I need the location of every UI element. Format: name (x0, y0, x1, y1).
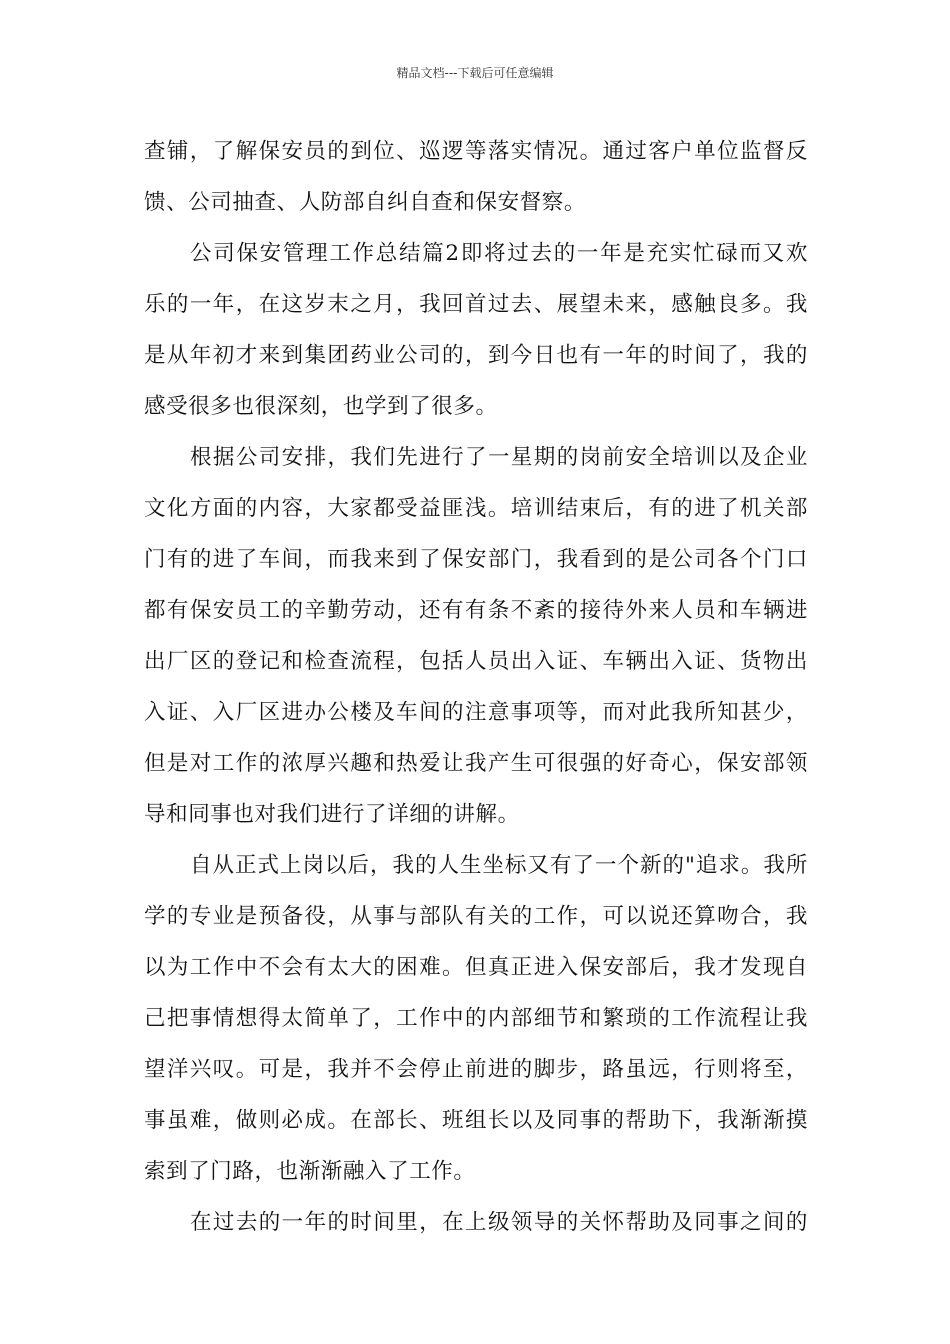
page-header: 精品文档---下载后可任意编辑 (396, 66, 554, 80)
text-line: 出厂区的登记和检查流程，包括人员出入证、车辆出入证、货物出 (144, 649, 808, 674)
text-line: 但是对工作的浓厚兴趣和热爱让我产生可很强的好奇心，保安部领 (144, 751, 808, 776)
document-body (144, 126, 808, 1248)
text-line: 己把事情想得太简单了，工作中的内部细节和繁琐的工作流程让我 (144, 1006, 808, 1031)
paragraph-1 (144, 126, 808, 228)
paragraph-2 (144, 228, 808, 432)
text-line: 是从年初才来到集团药业公司的，到今日也有一年的时间了，我的 (144, 343, 808, 368)
text-line: 自从正式上岗以后，我的人生坐标又有了一个新的"追求。我所 (190, 853, 808, 878)
paragraph-5 (144, 1197, 808, 1248)
text-line: 望洋兴叹。可是，我并不会停止前进的脚步，路虽远，行则将至， (144, 1057, 808, 1082)
text-line: 门有的进了车间，而我来到了保安部门，我看到的是公司各个门口 (144, 547, 808, 572)
paragraph-4 (144, 840, 808, 1197)
text-line: 学的专业是预备役，从事与部队有关的工作，可以说还算吻合，我 (144, 904, 808, 929)
text-line: 在过去的一年的时间里，在上级领导的关怀帮助及同事之间的 (190, 1210, 808, 1235)
text-line: 乐的一年，在这岁末之月，我回首过去、展望未来，感触良多。我 (144, 292, 808, 317)
text-line: 索到了门路，也渐渐融入了工作。 (144, 1159, 476, 1184)
text-line: 入证、入厂区进办公楼及车间的注意事项等，而对此我所知甚少， (144, 700, 808, 725)
text-line: 根据公司安排，我们先进行了一星期的岗前安全培训以及企业 (190, 445, 808, 470)
text-line: 公司保安管理工作总结篇2即将过去的一年是充实忙碌而又欢 (190, 241, 808, 266)
text-line: 导和同事也对我们进行了详细的讲解。 (144, 802, 520, 827)
text-line: 查铺，了解保安员的到位、巡逻等落实情况。通过客户单位监督反 (144, 139, 808, 164)
text-line: 感受很多也很深刻，也学到了很多。 (144, 394, 498, 419)
text-line: 以为工作中不会有太大的困难。但真正进入保安部后，我才发现自 (144, 955, 808, 980)
text-line: 事虽难，做则必成。在部长、班组长以及同事的帮助下，我渐渐摸 (144, 1108, 808, 1133)
text-line: 文化方面的内容，大家都受益匪浅。培训结束后，有的进了机关部 (144, 496, 808, 521)
paragraph-3 (144, 432, 808, 840)
text-line: 都有保安员工的辛勤劳动，还有有条不紊的接待外来人员和车辆进 (144, 598, 808, 623)
text-line: 馈、公司抽查、人防部自纠自查和保安督察。 (144, 190, 587, 215)
